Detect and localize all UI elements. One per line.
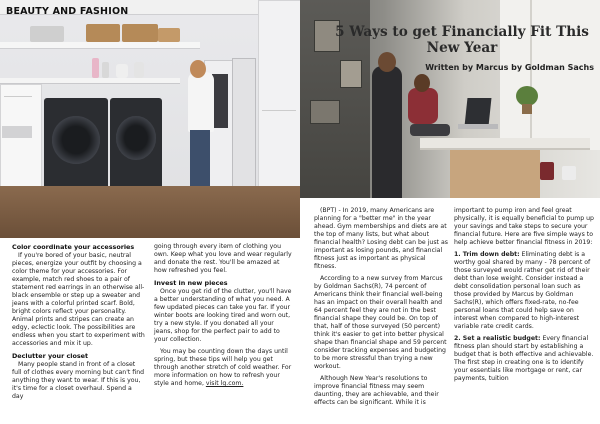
paragraph <box>454 335 594 383</box>
tip-text-1: Eliminating debt is a worthy goal shared by many - 78 percent of those surveyed would rather get rid of their debt than lose weight. Consider instead a debt consolidation personal loan such as those provided by Marcus by Goldman Sachs(R), which offers fixed-rate, no-fee personal loans that could help save on interest when compared to high-interest variable rate credit cards. <box>454 251 591 330</box>
laundry-room-photo <box>0 0 300 238</box>
article-title: 5 Ways to get Financially Fit This New Year <box>335 24 589 56</box>
left-column-2 <box>154 243 292 392</box>
paragraph: important to pump iron and feel great physically, it is equally beneficial to pump up your savings and take steps to secure your financial future. Here are five simple ways to help achieve better financial fitness in 2019: <box>454 207 594 246</box>
left-column-1 <box>12 243 145 405</box>
right-column-2 <box>454 207 594 387</box>
right-column-1 <box>314 207 449 411</box>
paragraph <box>454 251 594 331</box>
byline: Written by Marcus by Goldman Sachs <box>425 63 594 72</box>
right-page <box>300 0 600 424</box>
subheading-accessories: Color coordinate your accessories <box>12 243 135 251</box>
subheading-invest: Invest in new pieces <box>154 279 228 287</box>
paragraph <box>154 348 292 388</box>
closing-text: You may be counting down the days until spring, but these tips will help you get through another stretch of cold weather. For more information on how to refresh your style and home, <box>154 348 292 387</box>
paragraph: (BPT) - In 2019, many Americans are planning for a "better me" in the year ahead. Gym memberships and diets are at the top of many lists, but what about financial health? Losing debt can be just as important as losing pounds, and financial fitness just as important as physical fitness. <box>314 207 448 270</box>
subheading-declutter: Declutter your closet <box>12 352 89 360</box>
paragraph: Once you get rid of the clutter, you'll have a better understanding of what you need. A few updated pieces can take you far. If your winter boots are looking tired and worn out, try a new style. If you donated all your jeans, shop for the perfect pair to add to your collection. <box>154 288 292 343</box>
tip-heading-2: 2. Set a realistic budget: <box>454 335 541 342</box>
tip-heading-1: 1. Trim down debt: <box>454 251 520 258</box>
section-label: BEAUTY AND FASHION <box>6 6 129 17</box>
lg-link[interactable]: visit lg.com. <box>205 380 244 387</box>
paragraph: If you're bored of your basic, neutral pieces, energize your outfit by choosing a color theme for your accessories. For example, match red shoes to a pair of statement red earrings in an otherwise all-black ensemble or step up a sweater and jeans with a colorful printed scarf. Bold, bright colors reflect your personality. Animal prints and stripes can create an edgy, eclectic look. The possibilities are endless when you start to experiment with accessories and mix it up. <box>12 252 145 347</box>
paragraph: Although New Year's resolutions to improve financial fitness may seem daunting, they are achievable, and their effects can be significant. While it is <box>314 375 439 406</box>
paragraph: going through every item of clothing you own. Keep what you love and wear regularly and donate the rest. You'll be amazed at how refreshed you feel. <box>154 243 292 274</box>
paragraph: According to a new survey from Marcus by Goldman Sachs(R), 74 percent of Americans think their financial well-being has an impact on their overall health and 64 percent feel they are not in the best financial shape they could be. On top of that, half of those surveyed (50 percent) think it's easier to get into better physical shape than financial shape and 59 percent consider tracking expenses and budgeting to be more stressful than trying a new workout. <box>314 275 447 370</box>
tip-text-2: Every financial fitness plan should start by establishing a budget that is both effective and achievable. The first step in creating one is to identify your essentials like mortgage or rent, car payments, tuition <box>454 335 594 382</box>
paragraph: Many people stand in front of a closet full of clothes every morning but can't find anything they want to wear. If this is you, it's time for a closet overhaul. Spend a day <box>12 361 145 400</box>
